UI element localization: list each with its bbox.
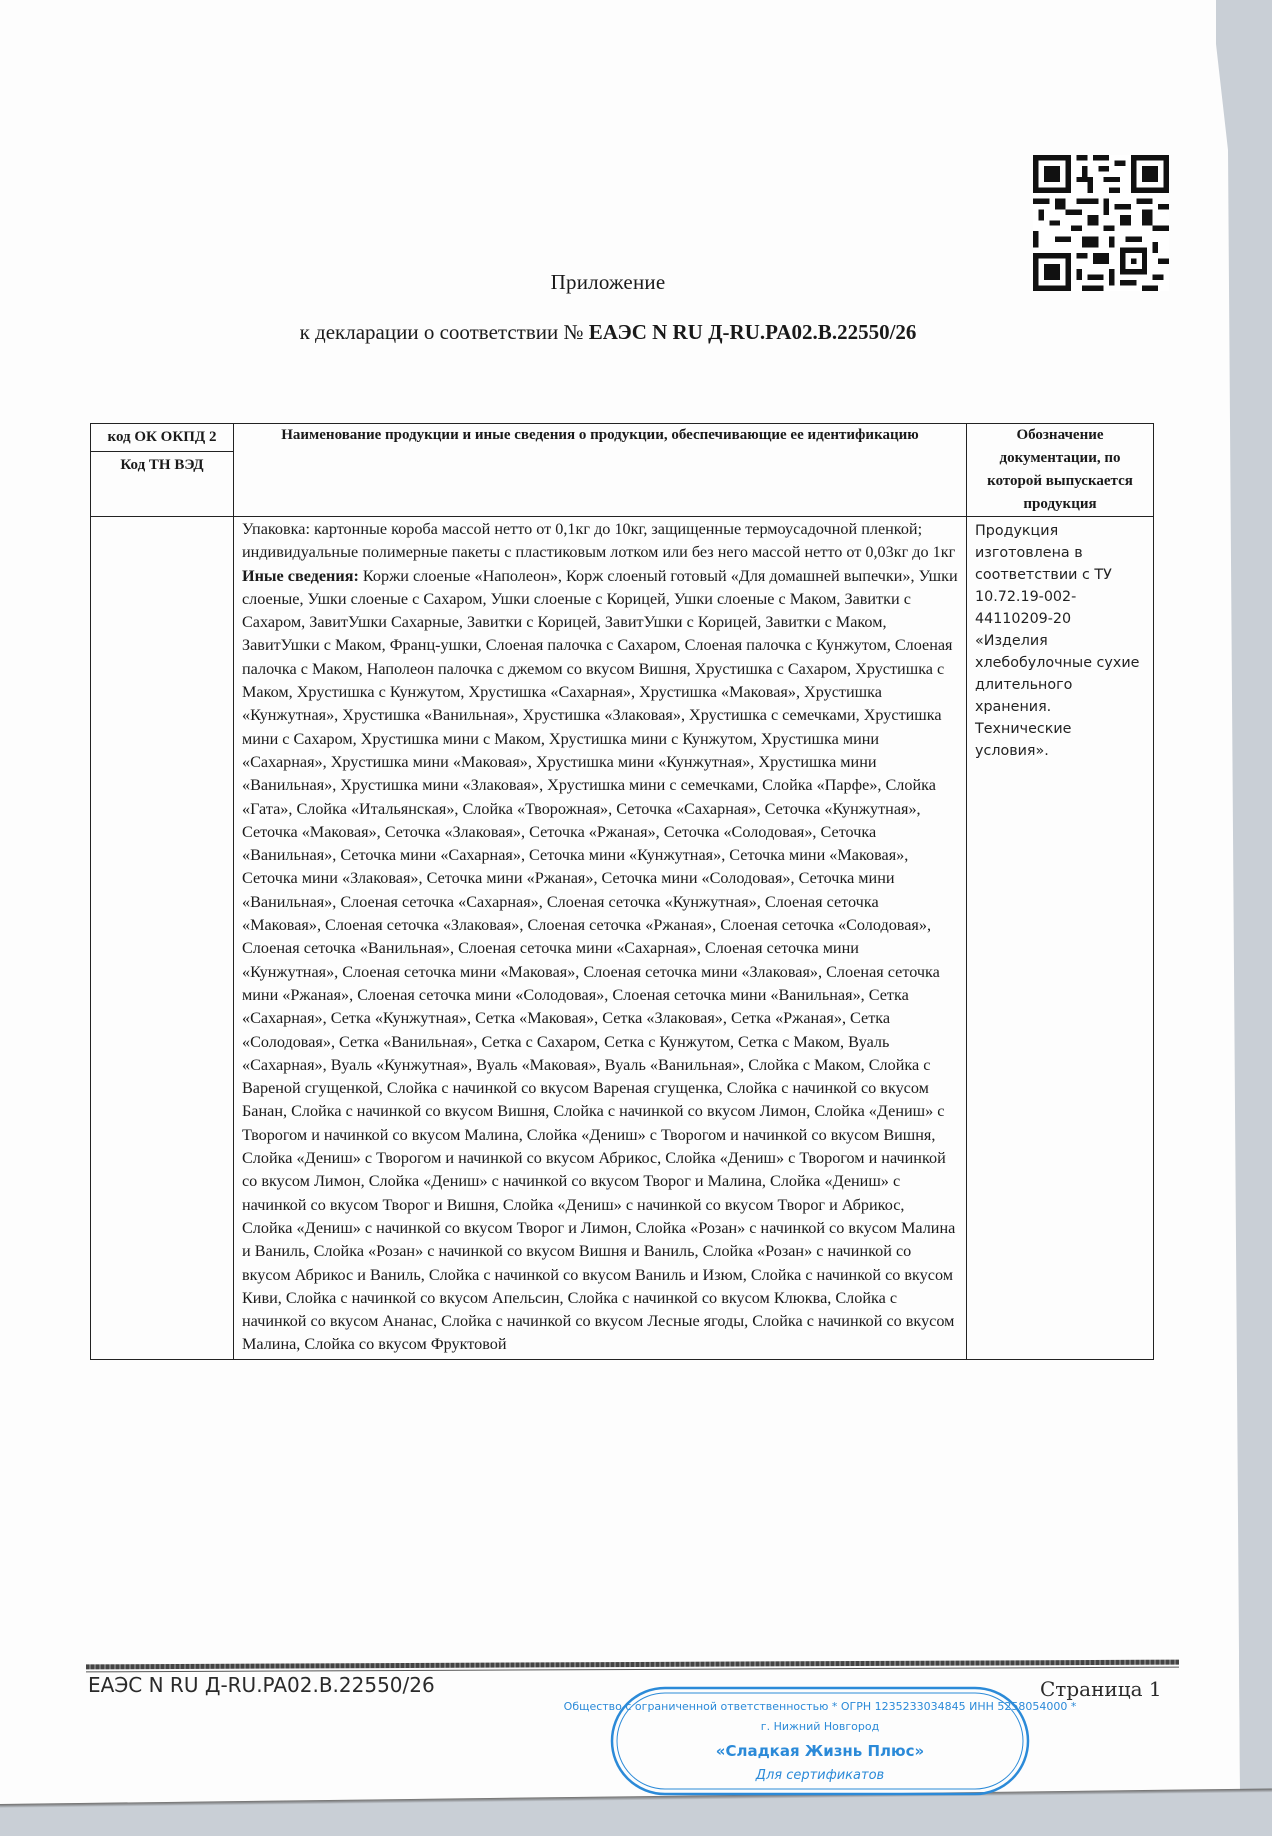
seal-inner-text: г. Нижний Новгород [760, 1720, 880, 1733]
cell-product-description [234, 517, 967, 1360]
cell-codes [91, 517, 234, 1360]
table-row [91, 517, 1154, 1360]
header-product-name: Наименование продукции и иные сведения о продукции, обеспечивающие ее идентификацию [234, 424, 967, 517]
seal-outer-text: Общество с ограниченной ответственностью * ОГРН 1235233034845 ИНН 5258054000 * [563, 1700, 1077, 1713]
table-header-row [91, 424, 1154, 517]
declaration-number: ЕАЭС N RU Д-RU.PA02.B.22550/26 [588, 320, 917, 344]
seal-center-text: Для сертификатов [755, 1768, 885, 1783]
company-seal [563, 1686, 1077, 1796]
other-info-label: Иные сведения: [242, 566, 359, 585]
page-title: Приложение [550, 270, 666, 294]
product-table [90, 423, 1154, 1360]
cell-documentation: Продукция изготовлена в соответствии с ТУ 10.72.19-002-44110209-20 «Изделия хлебобулочные сухие длительного хранения. Технические условия». [967, 517, 1154, 1360]
subtitle-prefix: к декларации о соответствии № [299, 320, 589, 344]
header-okpd2: код ОК ОКПД 2 [91, 424, 233, 452]
header-documentation: Обозначение документации, по которой выпускается продукция [967, 424, 1154, 517]
other-info-text: Коржи слоеные «Наполеон», Корж слоеный готовый «Для домашней выпечки», Ушки слоеные, Ушки слоеные с Сахаром, Ушки слоеные с Корицей, Ушки слоеные с Маком, Завитки с Сахаром, ЗавитУшки Сахарные, Завитки с Корицей, ЗавитУшки с Корицей, Завитки с Маком, ЗавитУшки с Маком, Франц-ушки, Слоеная палочка с Сахаром, Слоеная палочка с Кунжутом, Слоеная палочка с Маком, Наполеон палочка с джемом со вкусом Вишня, Хрустишка с Сахаром, Хрустишка с Маком, Хрустишка с Кунжутом, Хрустишка «Сахарная», Хрустишка «Маковая», Хрустишка «Кунжутная», Хрустишка «Ванильная», Хрустишка «Злаковая», Хрустишка с семечками, Хрустишка мини с Сахаром, Хрустишка мини с Маком, Хрустишка мини с Кунжутом, Хрустишка мини «Сахарная», Хрустишка мини «Маковая», Хрустишка мини «Кунжутная», Хрустишка мини «Ванильная», Хрустишка мини «Злаковая», Хрустишка мини с семечками, Слойка «Парфе», Слойка «Гата», Слойка «Итальянская», Слойка «Творожная», Сеточка «Сахарная», Сеточка «Кунжутная», Сеточка «Маковая», Сеточка «Злаковая», Сеточка «Ржаная», Сеточка «Солодовая», Сеточка «Ванильная», Сеточка мини «Сахарная», Сеточка мини «Кунжутная», Сеточка мини «Маковая», Сеточка мини «Злаковая», Сеточка мини «Ржаная», Сеточка мини «Солодовая», Сеточка мини «Ванильная», Слоеная сеточка «Сахарная», Слоеная сеточка «Кунжутная», Слоеная сеточка «Маковая», Слоеная сеточка «Злаковая», Слоеная сеточка «Ржаная», Слоеная сеточка «Солодовая», Слоеная сеточка «Ванильная», Слоеная сеточка мини «Сахарная», Слоеная сеточка мини «Кунжутная», Слоеная сеточка мини «Маковая», Слоеная сеточка мини «Злаковая», Слоеная сеточка мини «Ржаная», Слоеная сеточка мини «Солодовая», Слоеная сеточка мини «Ванильная», Сетка «Сахарная», Сетка «Кунжутная», Сетка «Маковая», Сетка «Злаковая», Сетка «Ржаная», Сетка «Солодовая», Сетка «Ванильная», Сетка с Сахаром, Сетка с Кунжутом, Сетка с Маком, Вуаль «Сахарная», Вуаль «Кунжутная», Вуаль «Маковая», Вуаль «Ванильная», Слойка с Маком, Слойка с Вареной сгущенкой, Слойка с начинкой со вкусом Вареная сгущенка, Слойка с начинкой со вкусом Банан, Слойка с начинкой со вкусом Вишня, Слойка с начинкой со вкусом Лимон, Слойка «Дениш» с Творогом и начинкой со вкусом Малина, Слойка «Дениш» с Творогом и начинкой со вкусом Вишня, Слойка «Дениш» с Творогом и начинкой со вкусом Абрикос, Слойка «Дениш» с Творогом и начинкой со вкусом Лимон, Слойка «Дениш» с начинкой со вкусом Творог и Малина, Слойка «Дениш» с начинкой со вкусом Творог и Вишня, Слойка «Дениш» с начинкой со вкусом Творог и Абрикос, Слойка «Дениш» с начинкой со вкусом Творог и Лимон, Слойка «Розан» с начинкой со вкусом Малина и Ваниль, Слойка «Розан» с начинкой со вкусом Вишня и Ваниль, Слойка «Розан» с начинкой со вкусом Абрикос и Ваниль, Слойка с начинкой со вкусом Ваниль и Изюм, Слойка с начинкой со вкусом Киви, Слойка с начинкой со вкусом Апельсин, Слойка с начинкой со вкусом Клюква, Слойка с начинкой со вкусом Ананас, Слойка с начинкой со вкусом Лесные ягоды, Слойка с начинкой со вкусом Малина, Слойка со вкусом Фруктовой [242, 566, 958, 1354]
seal-company-name: «Сладкая Жизнь Плюс» [715, 1742, 925, 1760]
header-tn-ved: Код ТН ВЭД [120, 457, 204, 473]
header-codes [91, 424, 234, 517]
footer-declaration-number: ЕАЭС N RU Д-RU.PA02.B.22550/26 [88, 1673, 435, 1697]
page-number: Страница 1 [1040, 1677, 1162, 1701]
packaging-text: Упаковка: картонные короба массой нетто от 0,1кг до 10кг, защищенные термоусадочной пленкой; индивидуальные полимерные пакеты с пластиковым лотком или без него массой нетто от 0,03кг до 1кг [242, 520, 956, 562]
page-subtitle [0, 320, 1216, 345]
